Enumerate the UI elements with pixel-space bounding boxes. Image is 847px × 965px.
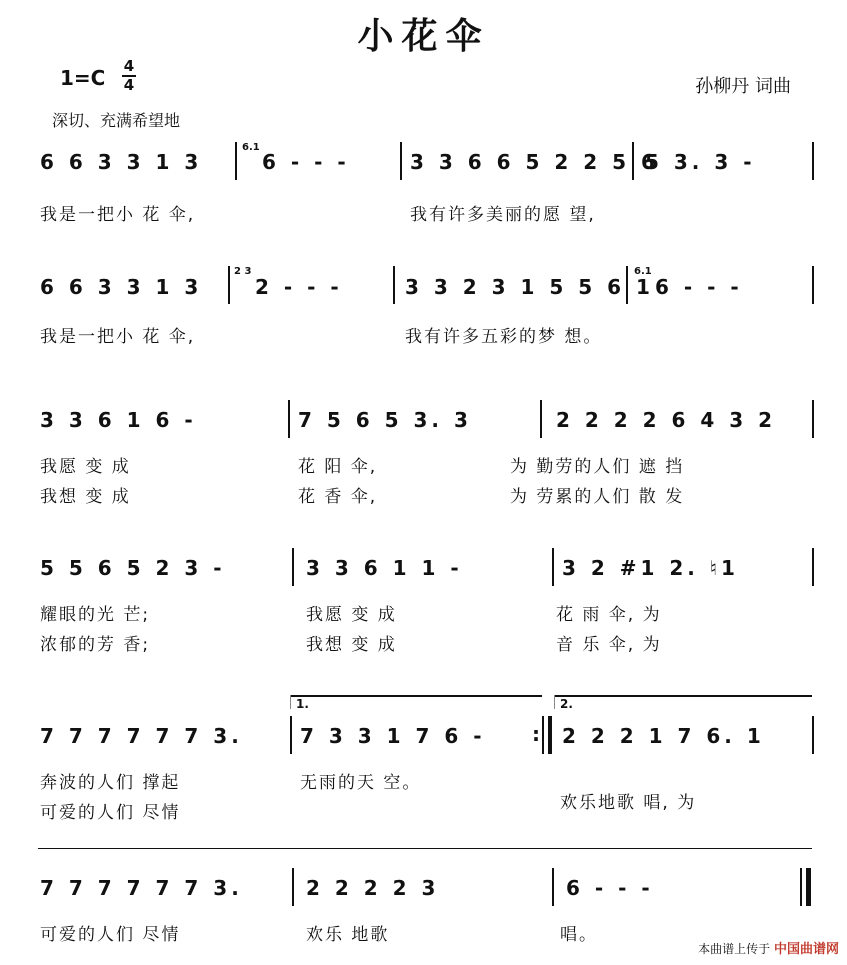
measure-notes: 3 2 #1 2. ♮1	[562, 556, 739, 580]
bar-line	[626, 266, 628, 304]
measure-notes: 5 3. 3 -	[645, 150, 756, 174]
measure-notes: 5 5 6 5 2 3 -	[40, 556, 226, 580]
measure-notes: 6 6 3 3 1 3	[40, 275, 203, 299]
volta-bracket	[290, 695, 542, 697]
bar-line	[542, 716, 544, 754]
grace-note: 6.1	[242, 142, 260, 153]
measure-notes: 2 2 2 1 7 6. 1	[562, 724, 765, 748]
meter-bottom: 4	[123, 76, 135, 94]
bar-line	[290, 716, 292, 754]
measure-notes: 6 6 3 3 1 3	[40, 150, 203, 174]
final-bar-line-thick	[806, 868, 811, 906]
volta-bracket	[554, 695, 812, 697]
measure-notes: 7 7 7 7 7 7 3.	[40, 876, 243, 900]
measure-notes: 3 3 6 6 5 2 2 5 6	[410, 150, 659, 174]
repeat-dots: :	[532, 722, 540, 746]
lyric-line: 我有许多五彩的梦 想。	[405, 327, 603, 347]
bar-line	[812, 400, 814, 438]
lyric-line: 无雨的天 空。	[300, 773, 422, 793]
measure-notes: 7 7 7 7 7 7 3.	[40, 724, 243, 748]
upload-credit	[698, 938, 839, 957]
lyric-line: 我想 变 成	[40, 487, 131, 507]
bar-line	[292, 868, 294, 906]
upload-prefix: 本曲谱上传于	[698, 942, 771, 956]
lyric-line: 我想 变 成	[306, 635, 397, 655]
bar-line	[632, 142, 634, 180]
bar-line	[292, 548, 294, 586]
volta-label: 1.	[296, 697, 309, 711]
measure-notes: 2 - - -	[255, 275, 343, 299]
bar-line	[228, 266, 230, 304]
bar-line	[288, 400, 290, 438]
measure-notes: 3 3 2 3 1 5 5 6 1	[405, 275, 654, 299]
bar-line	[812, 548, 814, 586]
lyric-line: 音 乐 伞, 为	[556, 635, 662, 655]
site-logo[interactable]: 中国曲谱网	[773, 942, 839, 957]
author-credit: 孙柳丹 词曲	[695, 76, 791, 97]
measure-notes: 3 3 6 1 6 -	[40, 408, 197, 432]
bar-line	[552, 548, 554, 586]
lyric-line: 花 雨 伞, 为	[556, 605, 662, 625]
lyric-line: 欢乐地歌 唱, 为	[560, 793, 697, 813]
lyric-line: 浓郁的芳 香;	[40, 635, 151, 655]
volta-bracket-end	[290, 695, 291, 709]
lyric-line: 我愿 变 成	[40, 457, 131, 477]
bar-line	[540, 400, 542, 438]
lyric-line: 可爱的人们 尽情	[40, 925, 181, 945]
lyric-line: 我有许多美丽的愿 望,	[410, 205, 596, 225]
key-signature: 1=C	[60, 66, 106, 90]
song-title: 小花伞	[357, 16, 490, 57]
time-signature	[122, 58, 136, 94]
bar-line	[812, 716, 814, 754]
bar-line	[812, 142, 814, 180]
measure-notes: 2 2 2 2 6 4 3 2	[556, 408, 777, 432]
volta-bracket-end	[554, 695, 555, 709]
measure-notes: 7 3 3 1 7 6 -	[300, 724, 486, 748]
lyric-line: 欢乐 地歌	[306, 925, 390, 945]
lyric-line: 奔波的人们 撑起	[40, 773, 181, 793]
measure-notes: 6 - - -	[566, 876, 654, 900]
lyric-line: 我愿 变 成	[306, 605, 397, 625]
bar-line	[400, 142, 402, 180]
volta-label: 2.	[560, 697, 573, 711]
repeat-bar-line	[548, 716, 552, 754]
row-top-rule	[38, 848, 812, 849]
lyric-line: 为 勤劳的人们 遮 挡	[510, 457, 685, 477]
grace-note: 2 3	[234, 266, 252, 277]
measure-notes: 2 2 2 2 3	[306, 876, 440, 900]
lyric-line: 耀眼的光 芒;	[40, 605, 151, 625]
lyric-line: 我是一把小 花 伞,	[40, 327, 196, 347]
measure-notes: 6 - - -	[655, 275, 743, 299]
bar-line	[393, 266, 395, 304]
bar-line	[552, 868, 554, 906]
lyric-line: 花 香 伞,	[298, 487, 378, 507]
lyric-line: 可爱的人们 尽情	[40, 803, 181, 823]
measure-notes: 6 - - -	[262, 150, 350, 174]
bar-line	[812, 266, 814, 304]
lyric-line: 唱。	[560, 925, 598, 945]
grace-note: 6.1	[634, 266, 652, 277]
measure-notes: 7 5 6 5 3. 3	[298, 408, 472, 432]
meter-top: 4	[123, 57, 135, 75]
final-bar-line-thin	[800, 868, 802, 906]
lyric-line: 花 阳 伞,	[298, 457, 378, 477]
tempo-marking: 深切、充满希望地	[52, 111, 181, 130]
measure-notes: 3 3 6 1 1 -	[306, 556, 463, 580]
lyric-line: 我是一把小 花 伞,	[40, 205, 196, 225]
lyric-line: 为 劳累的人们 散 发	[510, 487, 685, 507]
bar-line	[235, 142, 237, 180]
